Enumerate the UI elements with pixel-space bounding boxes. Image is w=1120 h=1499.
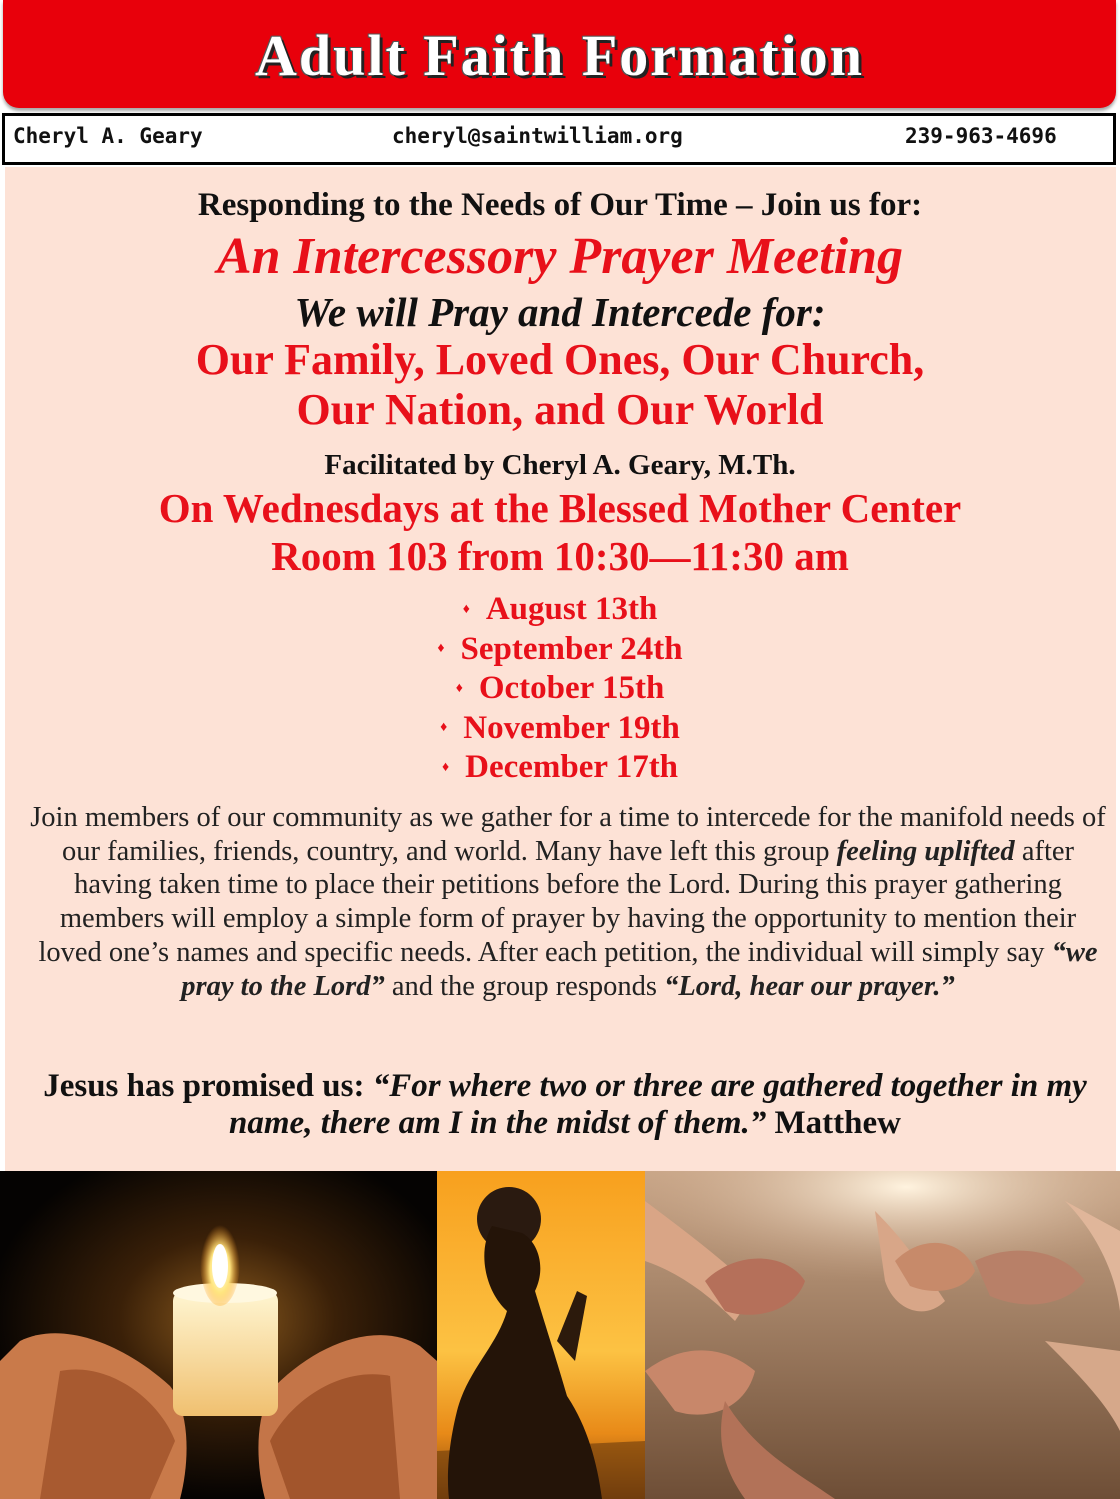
page-title: Adult Faith Formation [254, 23, 865, 88]
diamond-bullet-icon: ♦ [437, 641, 445, 657]
date-item: ♦ September 24th [437, 630, 683, 667]
diamond-bullet-icon: ♦ [440, 720, 448, 736]
diamond-bullet-icon: ♦ [455, 680, 463, 696]
pray-line: We will Pray and Intercede for: [294, 289, 826, 335]
description-paragraph: Join members of our community as we gather for a time to intercede for the manifold needs of our families, friends, country, and world. Many have left this group feeling uplifted after having taken time to place their petitions before the Lord. During this prayer gathering members will employ a simple form of prayer by having the opportunity to mention their loved one’s names and specific needs. After each petition, the individual will simply say “we pray to the Lord” and the group responds “Lord, hear our prayer.” [30, 802, 1106, 1002]
date-item: ♦ August 13th [462, 591, 658, 627]
praying-woman-photo [437, 1171, 645, 1499]
date-item: ♦ October 15th [455, 670, 665, 706]
photo-strip [0, 1171, 1120, 1499]
facilitator-line: Facilitated by Cheryl A. Geary, M.Th. [324, 449, 796, 481]
candle-hands-photo [0, 1171, 437, 1499]
event-title: An Intercessory Prayer Meeting [216, 228, 904, 285]
intro-line: Responding to the Needs of Our Time – Join us for: [197, 187, 923, 223]
holding-hands-photo [645, 1171, 1120, 1499]
date-list [0, 590, 1120, 788]
contact-bar [2, 113, 1116, 165]
intentions-line-2: Our Nation, and Our World [296, 385, 824, 434]
scripture-quote: Jesus has promised us: “For where two or three are gathered together in my name, there am I in the midst of them.” Matthew [43, 1068, 1087, 1141]
date-item: ♦ December 17th [441, 749, 679, 785]
location-line-1: On Wednesdays at the Blessed Mother Center [158, 485, 962, 531]
date-item: ♦ November 19th [440, 709, 680, 746]
location-line-2: Room 103 from 10:30—11:30 am [271, 533, 849, 579]
diamond-bullet-icon: ♦ [462, 601, 470, 617]
contact-email[interactable]: cheryl@saintwilliam.org [392, 124, 683, 148]
contact-name: Cheryl A. Geary [13, 124, 203, 148]
header-banner [3, 0, 1116, 108]
contact-phone: 239-963-4696 [905, 124, 1057, 148]
intentions-line-1: Our Family, Loved Ones, Our Church, [195, 335, 925, 384]
diamond-bullet-icon: ♦ [441, 759, 450, 775]
